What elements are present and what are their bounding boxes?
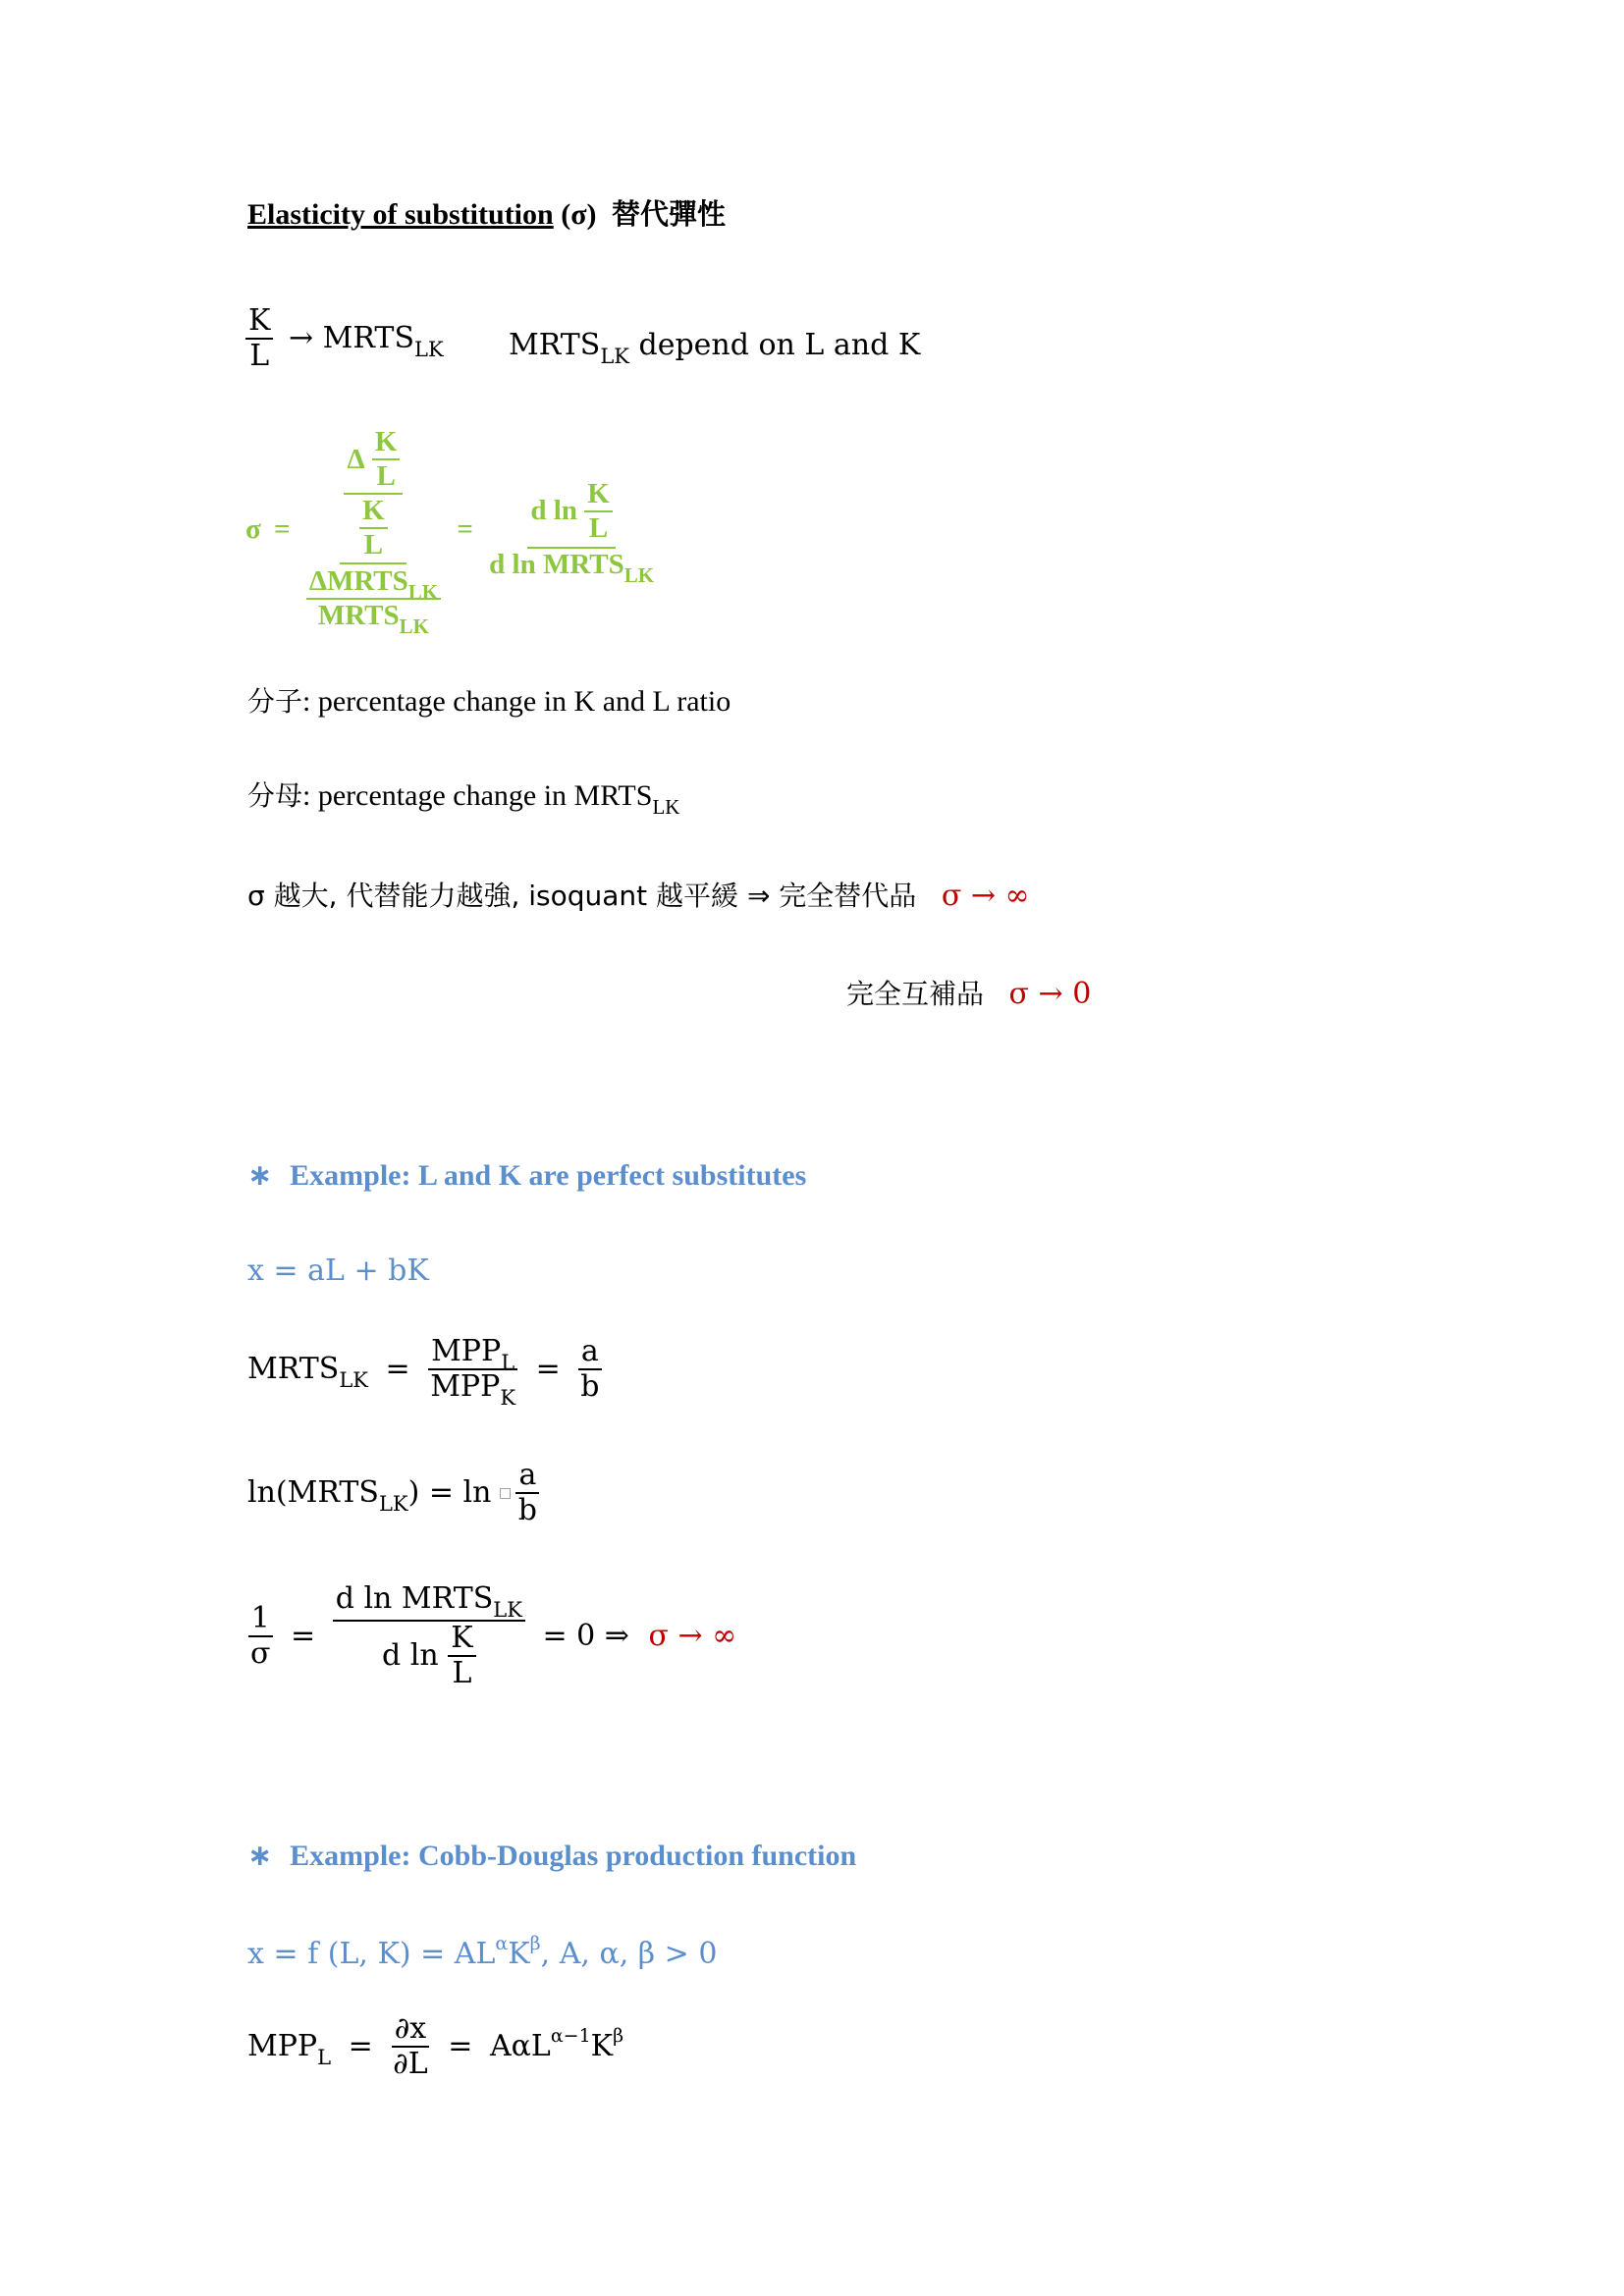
heading-title: Elasticity of substitution — [247, 198, 554, 231]
perfect-complement-limit: σ → 0 — [1008, 977, 1092, 1011]
example1-heading: ∗ Example: L and K are perfect substitutes — [247, 1158, 807, 1193]
asterisk-icon: ∗ — [247, 1158, 273, 1193]
substitute-sigma-limit: σ → ∞ — [648, 1619, 737, 1653]
arrow: → — [288, 321, 314, 355]
mrts-depend-note: $MRTS_{LK}$ depend on L and K — [509, 328, 921, 368]
pct-change-mrts-fraction: $\frac{\Delta MRTS_{LK}}{MRTS_{LK}}$ — [306, 567, 441, 630]
sigma-interpretation: σ 越大, 代替能力越強, isoquant 越平緩 ⇒ 完全替代品 σ → ∞ — [247, 879, 1030, 913]
heading-chinese: 替代彈性 — [612, 197, 727, 231]
perfect-substitute-limit: σ → ∞ — [941, 879, 1030, 913]
mpp-l-equation: $MPP_L$ = $\frac{\partial x}{\partial L}$ = $A\alpha L^{\alpha-1}K^\beta$ — [247, 2011, 624, 2081]
numerator-description: 分子: percentage change in K and L ratio — [247, 685, 731, 718]
sigma-definition: σ = Δ $\frac{K}{L}$ $\frac{K}{L}$ $\frac{\Delta MRTS_{LK}}{MRTS_{LK}}$ = d ln $\frac{K}{L}$ d $\ln MRTS_{LK}$ — [245, 428, 657, 630]
denominator-description: 分母: percentage change in $MRTS_{LK}$ — [247, 779, 680, 819]
ratio-mrts-line — [245, 303, 444, 373]
log-mrts-equation: $\ln(MRTS_{LK}) = \ln$ □ $\frac{a}{b}$ — [247, 1461, 540, 1525]
inverse-sigma-equation: $\frac{1}{\sigma}$ = d $\ln MRTS_{LK}$ d ln $\frac{K}{L}$ = 0 ⇒ σ → ∞ — [247, 1584, 736, 1688]
mrts-label: $MRTS_{LK}$ — [322, 321, 444, 361]
log-derivative-fraction: d ln $\frac{K}{L}$ d $\ln MRTS_{LK}$ — [489, 477, 655, 587]
placeholder-box-icon: □ — [499, 1485, 513, 1501]
linear-production-function: x = aL + bK — [247, 1254, 429, 1288]
k-over-l-fraction: $\frac{K}{L}$ — [245, 306, 273, 371]
sigma-big-fraction — [303, 426, 444, 638]
example2-heading: ∗ Example: Cobb-Douglas production function — [247, 1839, 857, 1873]
perfect-complement-line: 完全互補品 σ → 0 — [846, 977, 1092, 1011]
mrts-linear-equation: $MRTS_{LK}$ = $\frac{MPP_L}{MPP_K}$ = $\frac{a}{b}$ — [247, 1337, 602, 1402]
section-heading — [247, 197, 727, 231]
pct-change-kl-fraction: Δ $\frac{K}{L}$ $\frac{K}{L}$ — [344, 428, 403, 560]
asterisk-icon: ∗ — [247, 1839, 273, 1873]
sigma-symbol: σ — [245, 512, 261, 545]
heading-symbol: (σ) — [561, 198, 597, 231]
cobb-douglas-function: x = f (L, $K) = AL^\alpha K^\beta$, A, α, β > 0 — [247, 1933, 718, 1971]
